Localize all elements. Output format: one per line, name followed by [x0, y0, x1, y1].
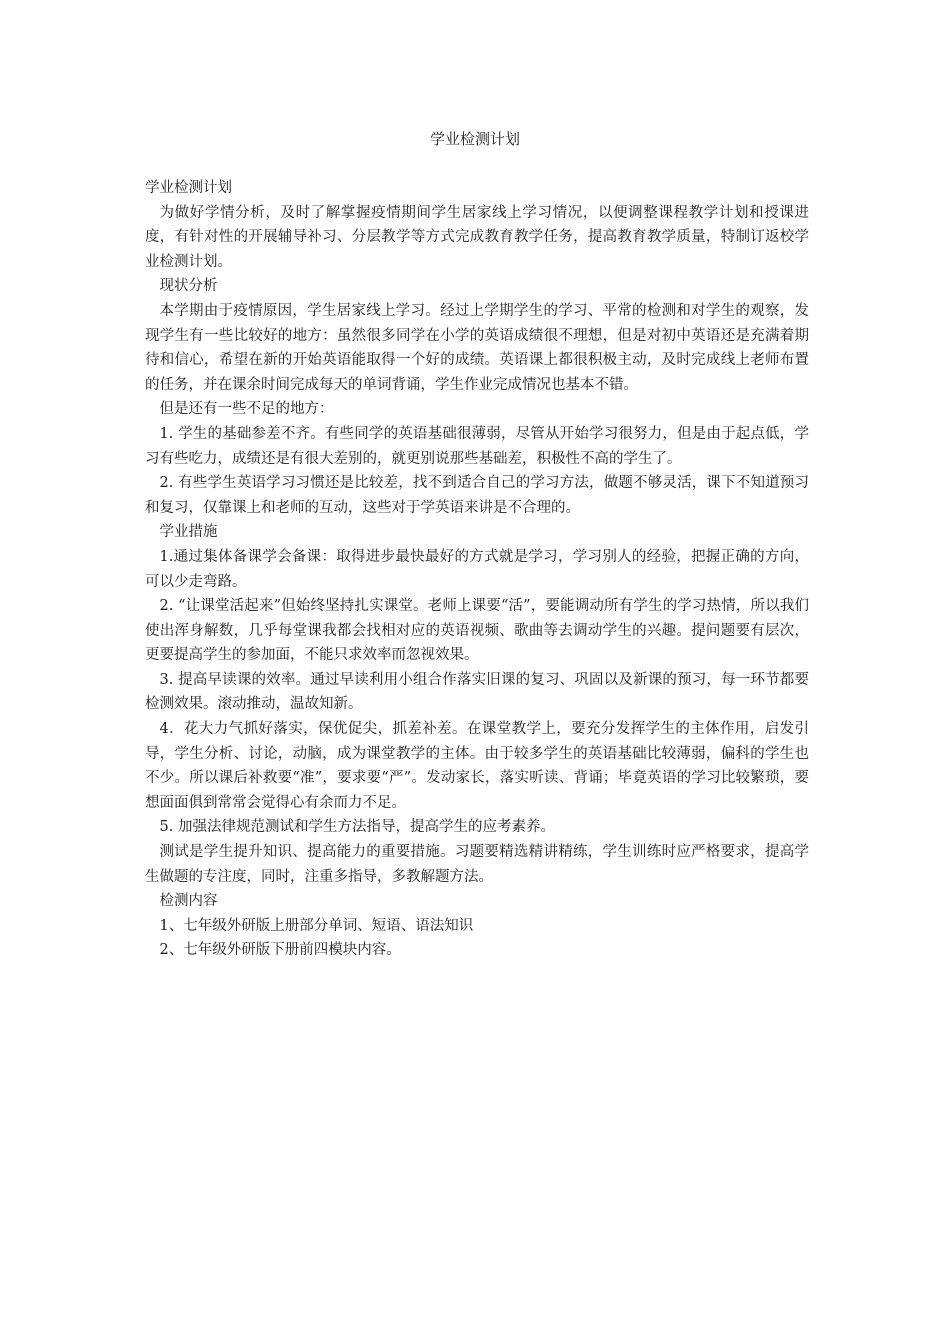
measure-item-4: 4．花大力气抓好落实，保优促尖，抓差补差。在课堂教学上，要充分发挥学生的主体作用，启发引导，学生分析、讨论，动脑，成为课堂教学的主体。由于较多学生的英语基础比较薄弱，偏科的学生也不少。所以课后补救要“准”，要求要“严”。发动家长，落实听读、背诵；毕竟英语的学习比较繁琐，要想面面俱到常常会觉得心有余而力不足。 — [145, 721, 809, 811]
measure-item-2: 2. “让课堂活起来”但始终坚持扎实课堂。老师上课要“活”，要能调动所有学生的学习热情，所以我们使出浑身解数，几乎每堂课我都会找相对应的英语视频、歌曲等去调动学生的兴趣。提问题要有层次，更要提高学生的参加面，不能只求效率而忽视效果。 — [145, 598, 809, 664]
section-heading-measures: 学业措施 — [159, 524, 218, 541]
body-heading: 学业检测计划 — [145, 180, 232, 196]
intro-paragraph: 为做好学情分析，及时了解掌握疫情期间学生居家线上学习情况，以便调整课程教学计划和授课进度，有针对性的开展辅导补习、分层教学等方式完成教育教学任务，提高教育教学质量，特制订返校学业检测计划。 — [145, 204, 809, 270]
section-heading-current-analysis: 现状分析 — [159, 278, 218, 295]
shortcomings-intro: 但是还有一些不足的地方： — [159, 401, 334, 418]
document-title: 学业检测计划 — [429, 130, 520, 148]
shortcoming-item-2: 2. 有些学生英语学习习惯还是比较差，找不到适合自己的学习方法，做题不够灵活，课下不知道预习和复习，仅靠课上和老师的互动，这些对于学英语来讲是不合理的。 — [145, 475, 809, 516]
section-heading-test-content: 检测内容 — [159, 893, 218, 910]
test-content-item-1: 1、七年级外研版上册部分单词、短语、语法知识 — [159, 917, 474, 934]
test-content-item-2: 2、七年级外研版下册前四模块内容。 — [159, 942, 401, 959]
measure-item-3: 3. 提高早读课的效率。通过早读利用小组合作落实旧课的复习、巩固以及新课的预习，每一环节都要检测效果。滚动推动，温故知新。 — [145, 671, 809, 713]
current-analysis-paragraph: 本学期由于疫情原因，学生居家线上学习。经过上学期学生的学习、平常的检测和对学生的观察，发现学生有一些比较好的地方：虽然很多同学在小学的英语成绩很不理想，但是对初中英语还是充满着期待和信心，希望在新的开始英语能取得一个好的成绩。英语课上都很积极主动，及时完成线上老师布置的任务，并在课余时间完成每天的单词背诵，学生作业完成情况也基本不错。 — [145, 302, 809, 393]
measure-item-1: 1.通过集体备课学会备课：取得进步最快最好的方式就是学习，学习别人的经验，把握正确的方向，可以少走弯路。 — [145, 548, 809, 590]
document-body — [145, 176, 809, 963]
testing-paragraph: 测试是学生提升知识、提高能力的重要措施。习题要精选精讲精练，学生训练时应严格要求，提高学生做题的专注度，同时，注重多指导，多教解题方法。 — [145, 844, 809, 885]
shortcoming-item-1: 1. 学生的基础参差不齐。有些同学的英语基础很薄弱，尽管从开始学习很努力，但是由于起点低，学习有些吃力，成绩还是有很大差别的，就更别说那些基础差，积极性不高的学生了。 — [145, 425, 809, 467]
measure-item-5: 5. 加强法律规范测试和学生方法指导，提高学生的应考素养。 — [159, 819, 555, 836]
